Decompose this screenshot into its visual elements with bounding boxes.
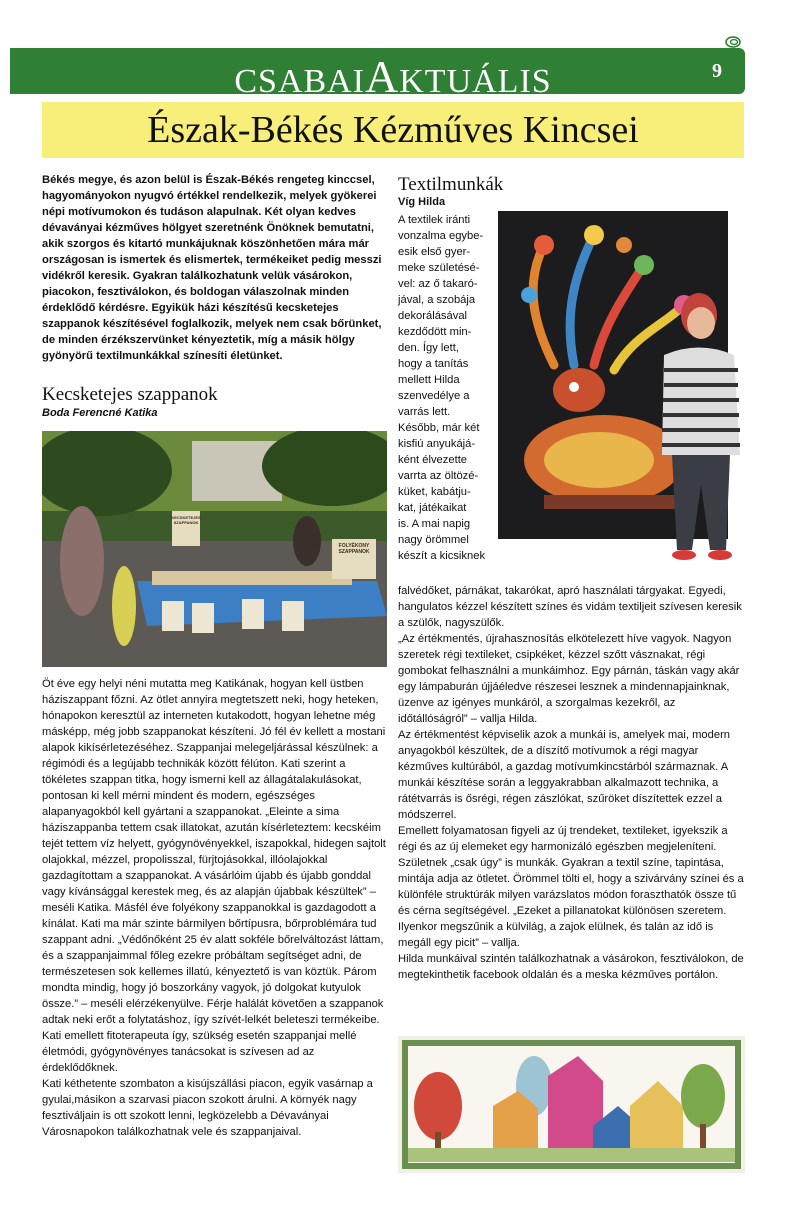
section2-paragraph: falvédőket, párnákat, takarókat, apró használati tárgyakat. Egyedi, hangulatos kézzel készített színes és vidám textiljeit szívesen keresik a szülők, nagyszülők.: [398, 585, 742, 629]
narrow-line: dekorálásával: [398, 310, 468, 322]
stall-sign-liquid-soap: FOLYÉKONY SZAPPANOK: [338, 543, 370, 555]
section1-body: [42, 676, 387, 1140]
narrow-line: A textilek iránti: [398, 214, 471, 226]
narrow-line: jával, a szobája: [398, 294, 476, 306]
section1-paragraph: Kati kéthetente szombaton a kisújszállási piacon, egyik vasárnap a gyulai,másikon a szarvasi piacon szokott árulni. A környék nagy fesztiváljain is ott szokott lenni, legközelebb a Dévaványai Városnapokon találkozhatnak vele és szappanjaival.: [42, 1078, 373, 1138]
deer-textile-photo: [494, 205, 752, 577]
textile-wall-hanging-photo: [398, 1036, 745, 1173]
section1-title: Kecsketejes szappanok: [42, 384, 218, 405]
narrow-line: esik első gyer-: [398, 246, 471, 258]
narrow-line: vonzalma egybe-: [398, 230, 484, 242]
narrow-line: vel: az ő takaró-: [398, 278, 478, 290]
section2-paragraph: Emellett folyamatosan figyeli az új trendeket, textileket, igyekszik a régi és az új elemeket egy harmonizáló egészben megjeleníteni.: [398, 825, 728, 853]
narrow-line: szenvedélye a: [398, 390, 470, 402]
section2-body: [398, 583, 745, 983]
article-title: Észak-Békés Kézműves Kincsei: [147, 109, 639, 151]
narrow-line: ként élvezette: [398, 454, 468, 466]
title-part-1: CSABAI: [234, 63, 366, 100]
narrow-line: varrta az öltözé-: [398, 470, 479, 482]
title-part-3: KTUÁLIS: [399, 63, 552, 100]
section2-narrow-column: [398, 212, 490, 564]
section2-paragraph: „Az értékmentés, újrahasznosítás elkötelezett híve vagyok. Nagyon szeretek régi textileket, csipkéket, kézzel szőtt vásznakat, régi gombokat felhasználni a munkáimhoz. Egy párnán, táskán vagy akár egy lámpaburán újjáéledve részesei lesznek a mindennapjainknak, üzenve az igényes munkáról, a szorgalmas kezekről, az időtállóságról” – vallja Hilda.: [398, 633, 740, 725]
narrow-line: mellett Hilda: [398, 374, 460, 386]
narrow-line: Később, már két: [398, 422, 480, 434]
stall-sign-goat-milk-soap: KECSKETEJES SZAPPANOK: [171, 515, 201, 525]
narrow-line: küket, kabátju-: [398, 486, 471, 498]
page-number: 9: [712, 60, 722, 82]
title-part-2: A: [365, 51, 400, 102]
section1-author: Boda Ferencné Katika: [42, 407, 158, 419]
narrow-line: kezdődött min-: [398, 326, 472, 338]
narrow-line: meke születésé-: [398, 262, 480, 274]
magazine-title: [0, 50, 786, 103]
narrow-line: nagy örömmel: [398, 534, 469, 546]
section2-paragraph: Hilda munkáival szintén találkozhatnak a vásárokon, fesztiválokon, de megtekinthetik facebook oldalán és a meska kézműves portálon.: [398, 953, 744, 981]
narrow-line: kisfiú anyukájá-: [398, 438, 476, 450]
narrow-line: varrás lett.: [398, 406, 451, 418]
section2-paragraph: Az értékmentést képviselik azok a munkái is, amelyek mai, modern anyagokból készültek, de a díszítő motívumok a régi magyar kézműves kultúrából, a gazdag motívumkincstárból származnak. A munkái készítése során a leggyakrabban alkalmazott technika, a rátétvarrás is ősrégi, régen zászlókat, szűröket díszítettek ezzel a módszerrel.: [398, 729, 731, 821]
market-stall-photo: [42, 431, 387, 667]
narrow-line: den. Így lett,: [398, 342, 459, 354]
narrow-line: kat, játékaikat: [398, 502, 467, 514]
section2-title: Textilmunkák: [398, 174, 504, 195]
narrow-line: készít a kicsiknek: [398, 550, 486, 562]
narrow-line: hogy a tanítás: [398, 358, 469, 370]
narrow-line: is. A mai napig: [398, 518, 471, 530]
logo-swirl-icon: [725, 36, 741, 48]
section2-author: Víg Hilda: [398, 196, 446, 208]
section2-paragraph: Születnek „csak úgy” is munkák. Gyakran a textil színe, tapintása, mintája adja az ötletet. Örömmel tölti el, hogy a szivárvány színei és a különféle struktúrák milyen varázslatos módon foraszthatók össze tű és cérna segítségével. „Ezeket a pillanatokat különösen szeretem. Ilyenkor megszűnik a külvilág, a zajok elülnek, és talán az idő is megáll egy picit” – vallja.: [398, 857, 744, 949]
section1-paragraph: Öt éve egy helyi néni mutatta meg Katikának, hogyan kell üstben háziszappant főzni. Az ötlet annyira megtetszett neki, hogy heteken, hónapokon keresztül az interneten kutakodott, hogyan lehetne még másképp, még jobb szappanokat készíteni. Jó fél év kellett a mostani alapok kikísérletezéséhez. Szappanjai melegeljárással készülnek: a régimódi és a legújabb technikák között félúton. Kati szerint a tökéletes szappan titka, hogy ismerni kell az állagátalakulásokat, pontosan ki kell mérni mindent és modern, egészséges alapanyagokból kell gyártani a szappanokat. „Eleinte a sima háziszappanba tettem csak illatokat, azután kísérleteztem: kecskéim tejét tettem víz helyett, gyógynövényekkel, iszapokkal, hidegen sajtolt olajokkal, mézzel, propolisszal, fürjtojásokkal, illóolajokkal gazdagítottam a szappanokat. A vásárlóim újabb és újabb gonddal vagy kívánsággal kerestek meg, és az alapján újabbak készültek” – meséli Katika. Másfél éve folyékony szappanokkal is gazdagodott a kínálat. Kati ma már szinte bármilyen bőrtípusra, bőrproblémára tud szappant adni. „Védőnőként 25 év alatt sokféle bőrelváltozást láttam, és a szappanjaimmal főleg ezekre próbáltam segítséget adni, de természetesen sok kellemes illatú, kényeztető is van köztük. Párom mondta mindig, hogy jó boszorkány vagyok, jó dolgokat kutyulok össze.” – meséli elérzékenyülve. Férje halálát követően a szappanok adtak neki erőt a folytatáshoz, így szívét-lelkét beleteszi termékeibe. Kati emellett fitoterapeuta így, szükség esetén szappanjai mellé életmódi, gyógynövényes tanácsokat is szívesen ad az érdeklődőknek.: [42, 678, 386, 1074]
lead-paragraph: Békés megye, és azon belül is Észak-Békés rengeteg kinccsel, hagyományokon nyugvó értékkel rendelkezik, melyek gyökerei népi motívumokon és tudáson alapulnak. Két olyan kedves dévaványai kézműves hölgyet szeretnénk Önöknek bemutatni, akik szorgos és kitartó munkájuknak köszönhetően mára már országosan is ismertek és elismertek, termékeiket pedig messzi vidékről keresik. Gyakran találkozhatunk velük vásárokon, piacokon, fesztiválokon, és boldogan válaszolnak minden érdeklődő kérdésre. Egyikük házi készítésű kecsketejes szappanok készítésével foglalkozik, melyek nem csak bőrünket, de minden érzékszervünket kényeztetik, míg a másik hölgy gyönyörű textilmunkákkal színesíti életünket.: [42, 174, 382, 362]
